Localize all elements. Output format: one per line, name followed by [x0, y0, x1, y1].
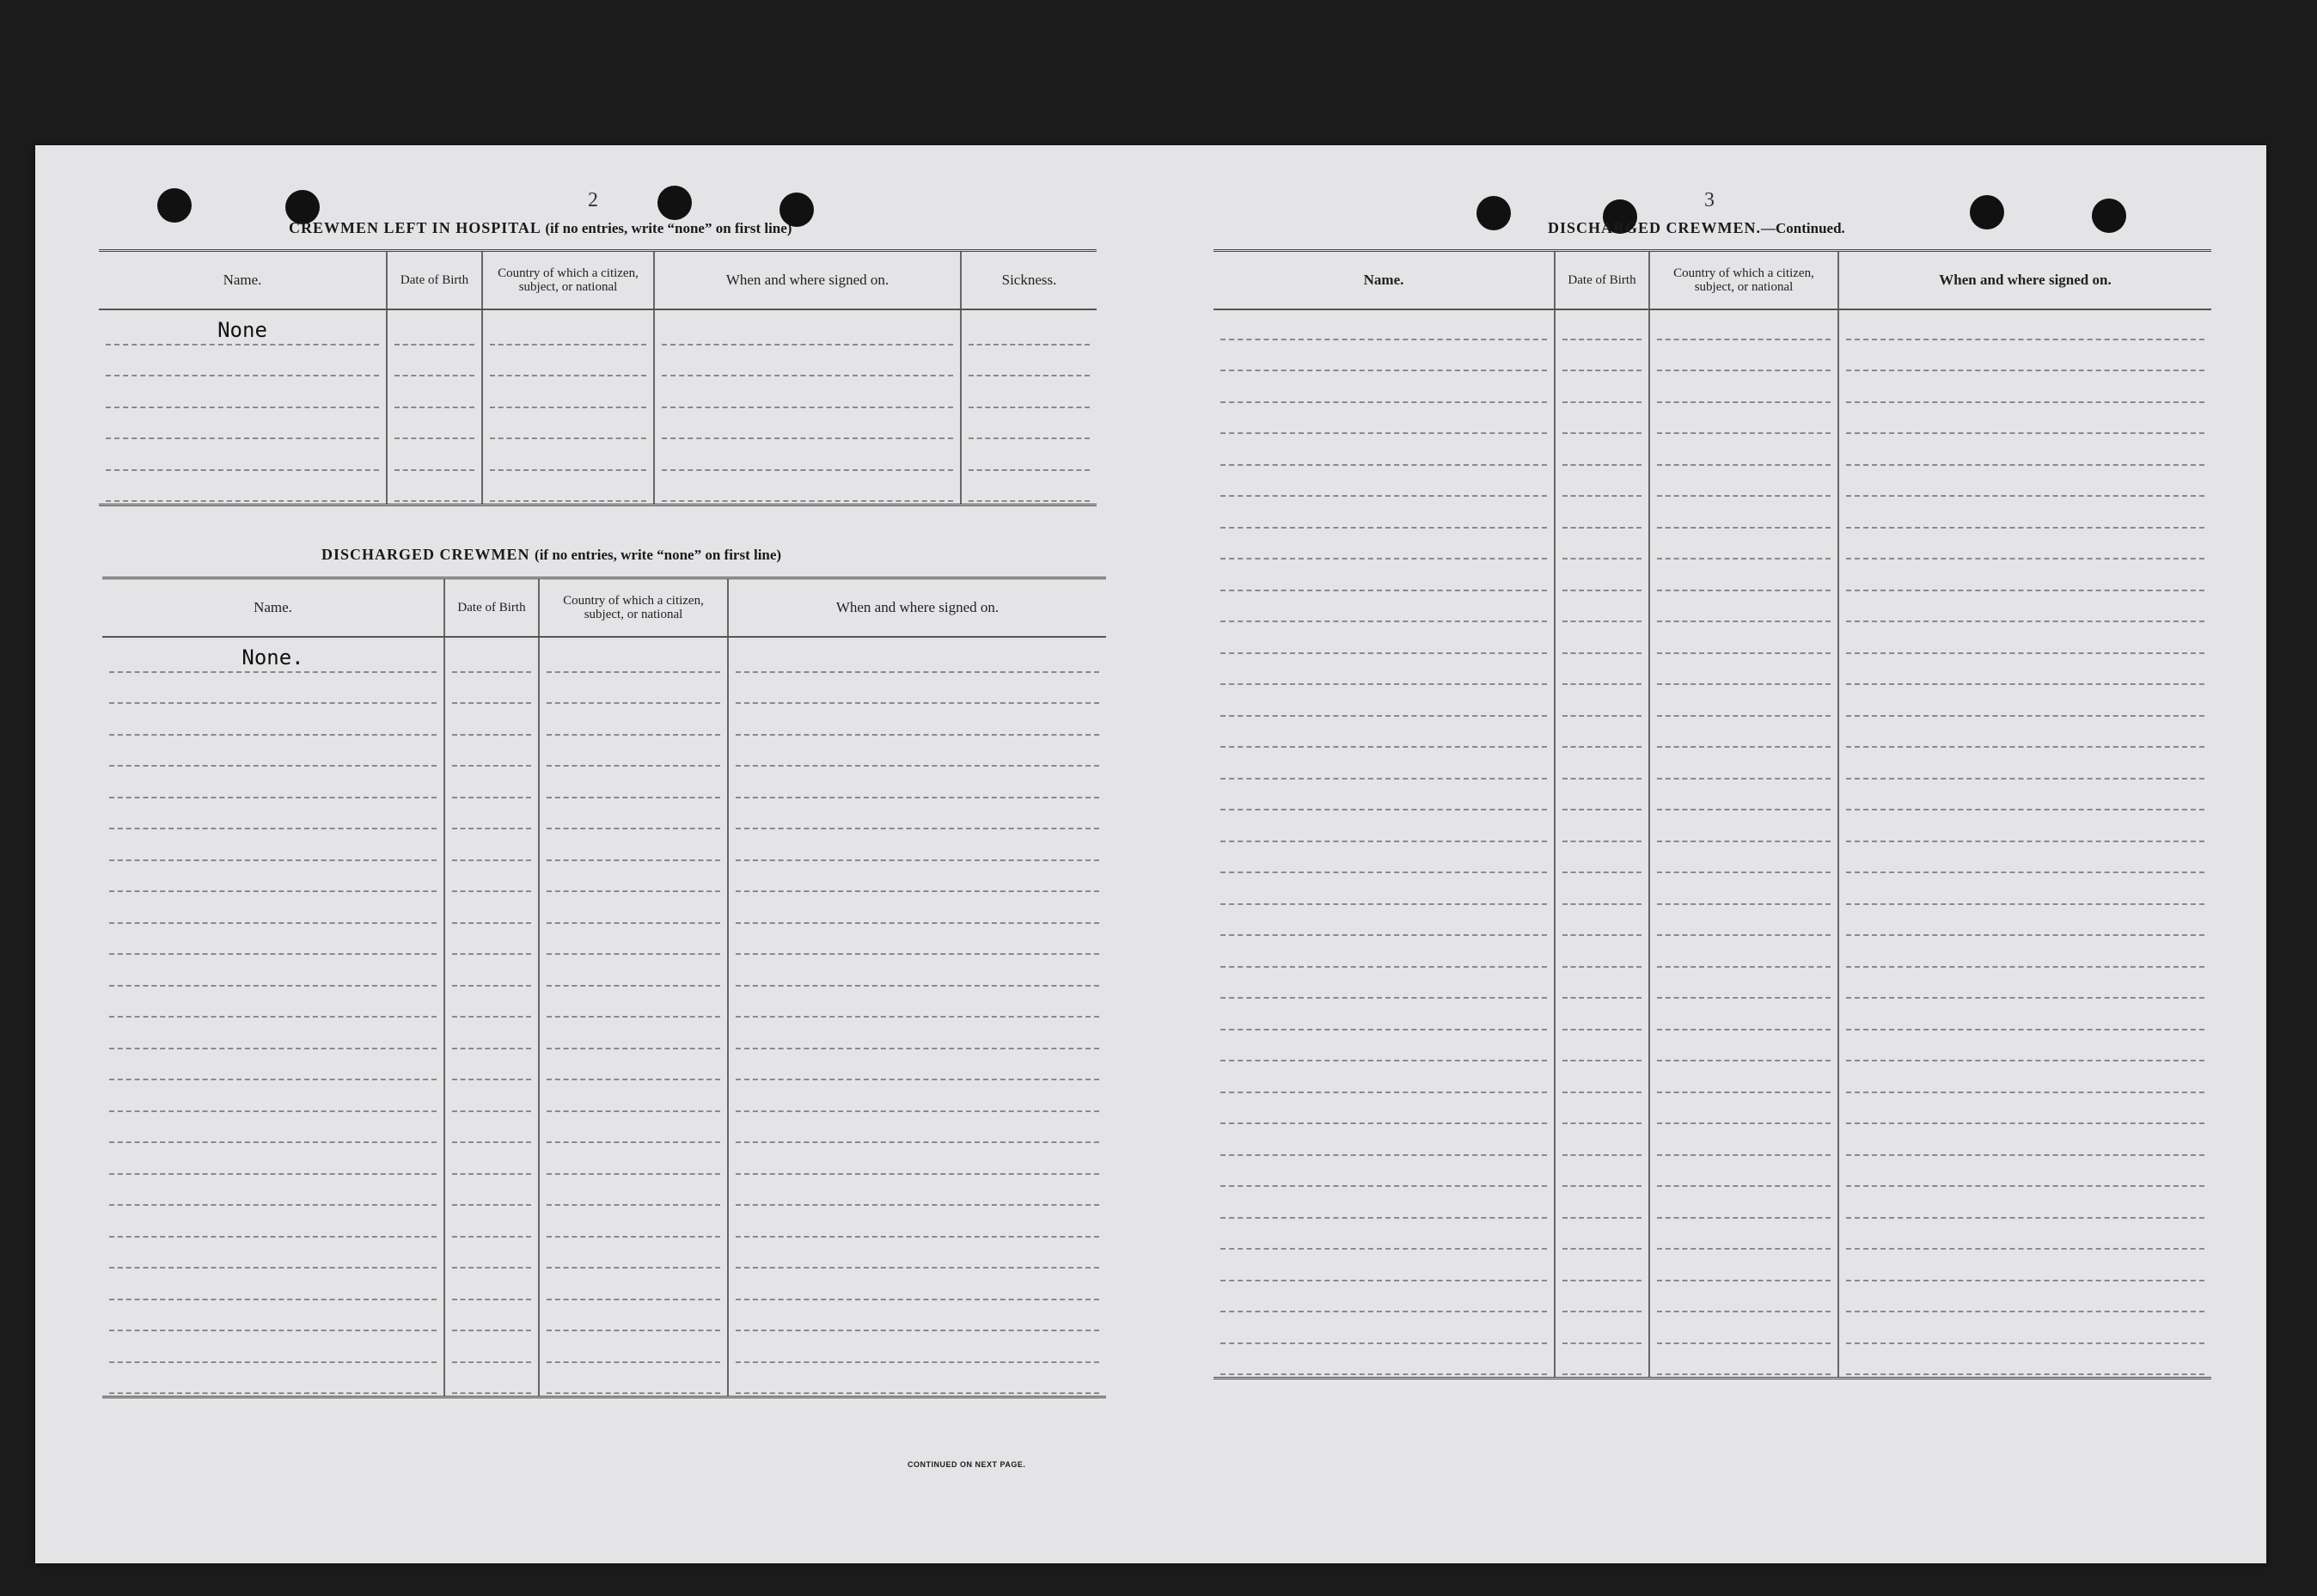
country-cell[interactable] [482, 309, 654, 347]
continued-note: CONTINUED ON NEXT PAGE. [908, 1460, 1026, 1469]
hospital-title-text: CREWMEN LEFT IN HOSPITAL [289, 219, 541, 236]
table-row [102, 1082, 1106, 1114]
table-row [1214, 624, 2211, 656]
table-row [1214, 812, 2211, 844]
column-header-date-of-birth: Date of Birth [1555, 251, 1649, 310]
column-header-signed-on: When and where signed on. [1838, 251, 2211, 310]
table-row [102, 1177, 1106, 1208]
column-header-date-of-birth: Date of Birth [387, 251, 482, 310]
signed-on-cell[interactable] [728, 637, 1106, 675]
discharged-title-note: (if no entries, write “none” on first line) [535, 547, 782, 563]
table-row [102, 1208, 1106, 1239]
table-row [1214, 938, 2211, 969]
continued-title-suffix: —Continued. [1761, 220, 1845, 236]
table-row [1214, 875, 2211, 907]
name-cell[interactable]: None. [102, 637, 444, 675]
hospital-section-title [289, 219, 792, 237]
table-row [1214, 373, 2211, 405]
table-row [102, 1145, 1106, 1177]
table-row [1214, 342, 2211, 374]
form-sheet [35, 145, 2266, 1563]
discharged-title-text: DISCHARGED CREWMEN [321, 546, 530, 563]
table-row [99, 473, 1097, 505]
table-row [1214, 687, 2211, 719]
continued-title-text: DISCHARGED CREWMEN. [1548, 219, 1762, 236]
punch-hole [2092, 199, 2126, 233]
table-row [1214, 593, 2211, 625]
table-row [1214, 781, 2211, 813]
table-row [1214, 719, 2211, 750]
table-row [102, 800, 1106, 832]
dob-cell[interactable] [444, 637, 539, 675]
column-header-name: Name. [99, 251, 387, 310]
table-row [102, 1365, 1106, 1397]
table-row [102, 988, 1106, 1020]
table-row [1214, 656, 2211, 688]
table-row [1214, 1283, 2211, 1315]
table-row [99, 309, 1097, 347]
table-row [1214, 436, 2211, 468]
column-header-date-of-birth: Date of Birth [444, 578, 539, 638]
column-header-country: Country of which a citizen, subject, or national [1649, 251, 1838, 310]
table-row [1214, 1220, 2211, 1252]
table-row [102, 675, 1106, 706]
table-row [102, 894, 1106, 926]
table-row [1214, 844, 2211, 876]
punch-hole [657, 186, 692, 220]
column-header-country: Country of which a citizen, subject, or national [539, 578, 728, 638]
sickness-cell[interactable] [961, 309, 1097, 347]
hospital-title-note: (if no entries, write “none” on first line) [545, 220, 792, 236]
table-row [102, 831, 1106, 863]
discharged-table [102, 577, 1106, 1398]
table-row [1214, 1095, 2211, 1127]
column-header-name: Name. [102, 578, 444, 638]
table-row [1214, 405, 2211, 437]
dob-cell[interactable] [387, 309, 482, 347]
table-row [102, 768, 1106, 800]
table-row [1214, 1189, 2211, 1220]
punch-hole [1970, 195, 2004, 229]
signed-on-cell[interactable] [654, 309, 961, 347]
column-header-country: Country of which a citizen, subject, or national [482, 251, 654, 310]
table-row [102, 926, 1106, 957]
table-row [1214, 1251, 2211, 1283]
table-row [102, 1302, 1106, 1334]
page-number-right: 3 [1704, 189, 1715, 211]
table-row [1214, 1032, 2211, 1064]
discharged-section-title [321, 546, 781, 564]
table-row [1214, 1314, 2211, 1346]
column-header-name: Name. [1214, 251, 1555, 310]
table-row [1214, 1063, 2211, 1095]
table-row [1214, 749, 2211, 781]
table-row [102, 1019, 1106, 1051]
table-row [1214, 530, 2211, 562]
discharged-continued-title [1548, 219, 1845, 237]
table-row [1214, 561, 2211, 593]
table-row [102, 1333, 1106, 1365]
table-row [99, 410, 1097, 442]
table-row [102, 706, 1106, 737]
hospital-table [99, 249, 1097, 506]
table-row [1214, 468, 2211, 499]
table-row [99, 378, 1097, 410]
table-header-row [102, 578, 1106, 638]
table-row [99, 441, 1097, 473]
table-row [102, 957, 1106, 988]
country-cell[interactable] [539, 637, 728, 675]
table-row [102, 637, 1106, 675]
table-row [1214, 1158, 2211, 1189]
column-header-signed-on: When and where signed on. [728, 578, 1106, 638]
table-row [1214, 498, 2211, 530]
column-header-sickness: Sickness. [961, 251, 1097, 310]
table-header-row [1214, 251, 2211, 310]
page-number-left: 2 [588, 189, 598, 211]
table-row [102, 1239, 1106, 1271]
column-header-signed-on: When and where signed on. [654, 251, 961, 310]
table-row [1214, 1126, 2211, 1158]
table-row [102, 1051, 1106, 1083]
table-row [1214, 907, 2211, 939]
table-row [102, 737, 1106, 769]
table-row [99, 347, 1097, 379]
table-row [102, 1270, 1106, 1302]
name-cell[interactable]: None [99, 309, 387, 347]
table-row [1214, 1000, 2211, 1032]
table-row [102, 1114, 1106, 1146]
discharged-continued-table [1214, 249, 2211, 1379]
table-row [102, 863, 1106, 895]
table-header-row [99, 251, 1097, 310]
punch-hole [157, 188, 192, 223]
table-row [1214, 309, 2211, 342]
table-row [1214, 1346, 2211, 1379]
punch-hole [1476, 196, 1511, 230]
table-row [1214, 969, 2211, 1001]
